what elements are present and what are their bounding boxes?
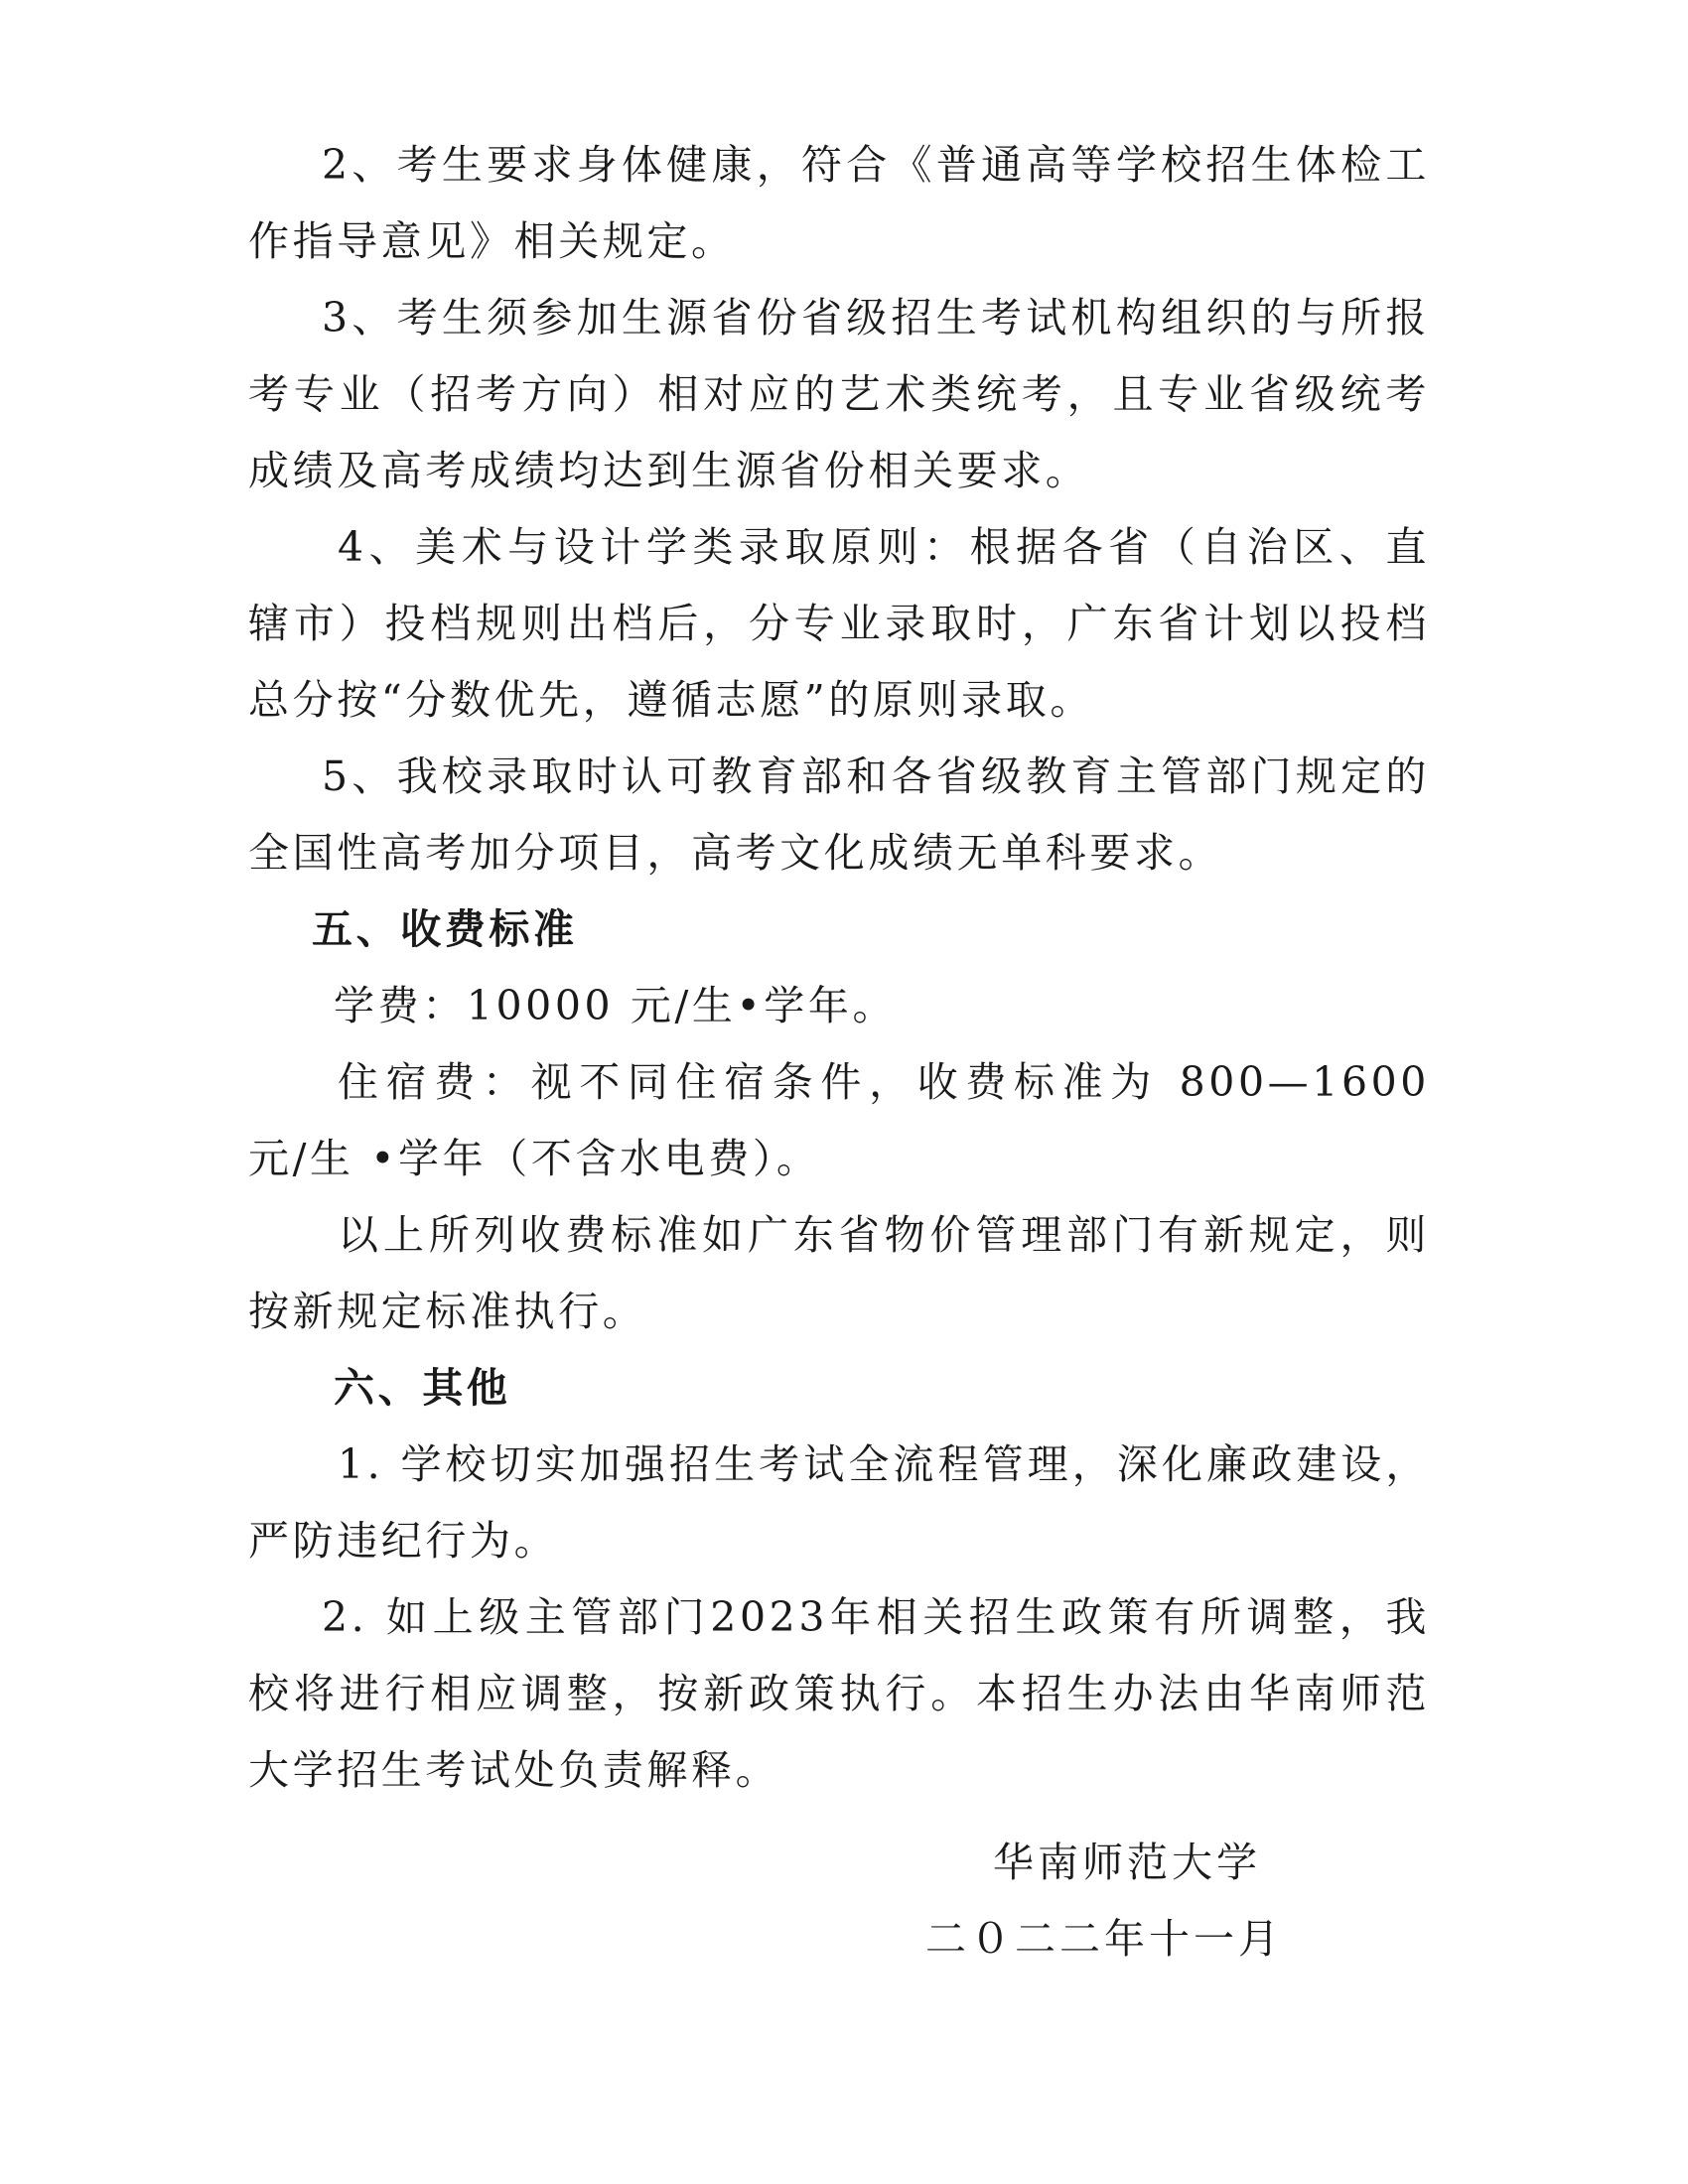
admission-requirement-2: 2、考生要求身体健康，符合《普通高等学校招生体检工作指导意见》相关规定。 <box>248 141 1430 265</box>
fee-standard-heading: 五、收费标准 <box>312 905 578 953</box>
tuition-fee-line: 学费：10000 元/生•学年。 <box>334 982 898 1029</box>
other-heading: 六、其他 <box>334 1364 511 1412</box>
signature-organization: 华南师范大学 <box>993 1839 1261 1886</box>
admission-requirement-4: 4、美术与设计学类录取原则：根据各省（自治区、直辖市）投档规则出档后，分专业录取时，广东省计划以投档总分按“分数优先，遵循志愿”的原则录取。 <box>248 523 1430 724</box>
admission-requirement-5: 5、我校录取时认可教育部和各省级教育主管部门规定的全国性高考加分项目，高考文化成绩无单科要求。 <box>248 752 1430 877</box>
other-item-2: 2. 如上级主管部门2023年相关招生政策有所调整，我校将进行相应调整，按新政策执行。本招生办法由华南师范大学招生考试处负责解释。 <box>248 1593 1430 1794</box>
dorm-fee-paragraph: 住宿费：视不同住宿条件，收费标准为 800—1600 元/生 •学年（不含水电费）。 <box>248 1058 1430 1182</box>
signature-date: 二０二二年十一月 <box>925 1915 1283 1963</box>
document-body <box>248 127 1430 1809</box>
admission-requirement-3: 3、考生须参加生源省份省级招生考试机构组织的与所报考专业（招考方向）相对应的艺术类统考，且专业省级统考成绩及高考成绩均达到生源省份相关要求。 <box>248 294 1430 494</box>
other-item-1: 1. 学校切实加强招生考试全流程管理，深化廉政建设，严防违纪行为。 <box>248 1440 1430 1565</box>
fee-note-paragraph: 以上所列收费标准如广东省物价管理部门有新规定，则按新规定标准执行。 <box>248 1211 1430 1335</box>
